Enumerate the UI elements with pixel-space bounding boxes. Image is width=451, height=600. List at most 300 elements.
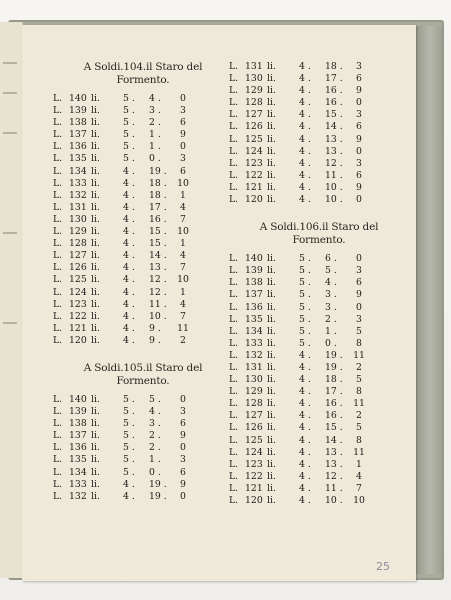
table-cell-li: li. <box>91 93 100 104</box>
table-cell-li: li. <box>267 361 276 373</box>
table-row <box>229 158 409 170</box>
table-cell-a: 5 . <box>123 442 135 454</box>
table-cell-b: 3 . <box>325 301 337 313</box>
table-cell-n: 131 <box>245 361 263 373</box>
section-heading-line1: A Soldi.104.il Staro del <box>83 61 203 73</box>
table-cell-a: 4 . <box>299 470 311 482</box>
section-gap <box>53 347 233 362</box>
table-row <box>229 253 409 265</box>
table-cell-li: li. <box>91 418 100 430</box>
table-cell-n: 140 <box>69 93 87 104</box>
table-section <box>229 61 409 206</box>
table-row <box>53 311 233 323</box>
table-cell-c: 0 <box>180 442 186 454</box>
table-cell-b: 17 . <box>325 386 343 398</box>
table-rows <box>229 61 409 206</box>
table-cell-L: L. <box>229 422 239 434</box>
section-heading-line1: A Soldi.105.il Staro del <box>83 361 203 374</box>
table-cell-b: 19 . <box>149 478 167 490</box>
table-cell-c: 8 <box>356 386 362 398</box>
section-heading-line2: Formento. <box>292 234 346 247</box>
table-cell-li: li. <box>91 430 100 442</box>
table-row <box>53 250 233 262</box>
table-row <box>229 471 409 483</box>
table-cell-c: 6 <box>356 277 362 289</box>
table-cell-b: 10 . <box>325 194 343 206</box>
table-cell-L: L. <box>229 97 239 109</box>
table-cell-a: 4 . <box>123 250 135 262</box>
table-row <box>53 430 233 442</box>
table-cell-a: 5 . <box>299 325 311 337</box>
table-cell-a: 4 . <box>123 213 135 225</box>
table-cell-L: L. <box>229 434 239 446</box>
table-cell-n: 137 <box>69 129 87 141</box>
table-cell-a: 5 . <box>123 430 135 442</box>
table-cell-n: 134 <box>69 165 87 177</box>
facing-page-text-trace <box>3 92 17 94</box>
table-cell-L: L. <box>229 301 239 313</box>
table-cell-b: 3 . <box>149 105 161 117</box>
table-cell-a: 4 . <box>123 478 135 490</box>
table-cell-L: L. <box>53 334 63 346</box>
table-cell-n: 130 <box>245 374 263 386</box>
table-cell-li: li. <box>91 201 100 213</box>
table-cell-a: 4 . <box>123 490 135 502</box>
table-cell-c: 5 <box>356 374 362 386</box>
table-cell-n: 132 <box>69 490 87 502</box>
table-cell-li: li. <box>267 495 276 506</box>
table-cell-a: 4 . <box>299 109 311 121</box>
table-cell-li: li. <box>91 177 100 189</box>
table-cell-n: 123 <box>69 298 87 310</box>
table-cell-li: li. <box>91 478 100 490</box>
table-cell-b: 10 . <box>325 495 343 506</box>
table-cell-L: L. <box>53 141 63 153</box>
table-row <box>53 418 233 430</box>
table-cell-a: 4 . <box>123 262 135 274</box>
table-cell-c: 7 <box>180 310 186 322</box>
table-row <box>229 170 409 182</box>
table-cell-a: 5 . <box>123 141 135 153</box>
table-cell-b: 18 . <box>149 189 167 201</box>
table-cell-n: 121 <box>245 181 263 193</box>
table-cell-c: 7 <box>180 262 186 274</box>
table-cell-a: 5 . <box>299 301 311 313</box>
table-cell-n: 140 <box>69 393 87 405</box>
table-cell-c: 11 <box>353 446 365 458</box>
table-cell-L: L. <box>53 454 63 466</box>
table-cell-n: 125 <box>69 274 87 286</box>
table-row <box>229 182 409 194</box>
table-cell-b: 11 . <box>325 482 343 494</box>
table-cell-a: 4 . <box>299 169 311 181</box>
table-cell-a: 4 . <box>299 61 311 72</box>
table-row <box>229 362 409 374</box>
table-cell-L: L. <box>53 286 63 298</box>
table-cell-n: 138 <box>245 277 263 289</box>
table-cell-c: 11 <box>177 322 189 334</box>
table-cell-li: li. <box>91 454 100 466</box>
table-cell-li: li. <box>91 490 100 502</box>
table-cell-a: 5 . <box>123 406 135 418</box>
table-cell-b: 16 . <box>325 398 343 410</box>
table-cell-n: 130 <box>69 213 87 225</box>
facing-page-text-trace <box>3 232 17 234</box>
table-cell-b: 19 . <box>325 361 343 373</box>
table-cell-b: 2 . <box>149 430 161 442</box>
table-cell-c: 4 <box>180 250 186 262</box>
table-cell-c: 9 <box>356 181 362 193</box>
table-cell-li: li. <box>267 446 276 458</box>
folder-edge <box>412 26 442 574</box>
table-row <box>53 178 233 190</box>
facing-page-edge <box>0 22 23 578</box>
table-row <box>53 166 233 178</box>
table-cell-a: 4 . <box>123 286 135 298</box>
table-cell-c: 0 <box>356 145 362 157</box>
table-cell-a: 4 . <box>123 322 135 334</box>
table-cell-b: 2 . <box>149 117 161 129</box>
table-cell-c: 9 <box>180 430 186 442</box>
table-cell-b: 11 . <box>149 298 167 310</box>
table-cell-L: L. <box>53 153 63 165</box>
table-cell-b: 0 . <box>149 466 161 478</box>
table-cell-b: 1 . <box>149 454 161 466</box>
section-heading-line1: A Soldi.106.il Staro del <box>259 221 379 234</box>
table-cell-b: 13 . <box>325 133 343 145</box>
table-cell-li: li. <box>267 470 276 482</box>
table-cell-n: 138 <box>69 418 87 430</box>
table-row <box>229 459 409 471</box>
table-cell-L: L. <box>53 201 63 213</box>
table-cell-c: 3 <box>180 105 186 117</box>
table-cell-c: 8 <box>356 434 362 446</box>
table-cell-a: 4 . <box>299 361 311 373</box>
table-section <box>53 61 233 347</box>
facing-page-text-trace <box>3 132 17 134</box>
table-cell-L: L. <box>229 265 239 277</box>
table-cell-b: 11 . <box>325 169 343 181</box>
section-heading <box>53 61 233 87</box>
table-cell-li: li. <box>267 301 276 313</box>
table-cell-a: 5 . <box>123 454 135 466</box>
table-cell-li: li. <box>91 406 100 418</box>
table-cell-c: 2 <box>180 334 186 346</box>
table-row <box>53 190 233 202</box>
table-row <box>53 274 233 286</box>
table-cell-L: L. <box>53 117 63 129</box>
table-cell-L: L. <box>229 85 239 97</box>
table-cell-L: L. <box>53 129 63 141</box>
table-cell-b: 5 . <box>325 265 337 277</box>
table-cell-b: 19 . <box>325 349 343 361</box>
table-cell-b: 4 . <box>325 277 337 289</box>
table-cell-n: 139 <box>69 406 87 418</box>
table-cell-a: 4 . <box>299 482 311 494</box>
table-cell-li: li. <box>91 238 100 250</box>
table-cell-n: 131 <box>245 61 263 72</box>
table-cell-n: 134 <box>245 325 263 337</box>
table-cell-L: L. <box>229 277 239 289</box>
table-rows <box>229 253 409 507</box>
table-cell-b: 10 . <box>325 181 343 193</box>
table-cell-a: 5 . <box>123 393 135 405</box>
table-cell-c: 9 <box>356 289 362 301</box>
table-cell-b: 15 . <box>325 109 343 121</box>
table-row <box>229 374 409 386</box>
table-cell-n: 122 <box>69 310 87 322</box>
table-cell-b: 12 . <box>325 157 343 169</box>
table-cell-a: 4 . <box>299 133 311 145</box>
table-cell-L: L. <box>229 289 239 301</box>
table-cell-a: 4 . <box>299 181 311 193</box>
table-row <box>229 338 409 350</box>
table-cell-n: 123 <box>245 157 263 169</box>
table-cell-b: 14 . <box>149 250 167 262</box>
table-rows <box>53 394 233 503</box>
table-cell-n: 122 <box>245 470 263 482</box>
table-cell-li: li. <box>267 181 276 193</box>
table-cell-b: 12 . <box>149 274 167 286</box>
table-row <box>53 299 233 311</box>
table-cell-b: 17 . <box>149 201 167 213</box>
table-cell-n: 120 <box>245 495 263 506</box>
table-cell-L: L. <box>229 133 239 145</box>
table-cell-b: 19 . <box>149 490 167 502</box>
table-cell-L: L. <box>229 181 239 193</box>
table-row <box>53 335 233 347</box>
table-cell-c: 1 <box>180 189 186 201</box>
table-cell-li: li. <box>91 298 100 310</box>
table-cell-L: L. <box>229 410 239 422</box>
table-cell-n: 127 <box>69 250 87 262</box>
table-cell-a: 4 . <box>123 201 135 213</box>
table-cell-n: 129 <box>69 226 87 238</box>
table-cell-b: 18 . <box>149 177 167 189</box>
table-cell-b: 12 . <box>149 286 167 298</box>
table-cell-c: 0 <box>180 490 186 502</box>
table-cell-c: 6 <box>180 418 186 430</box>
table-cell-c: 3 <box>356 265 362 277</box>
table-cell-c: 6 <box>356 169 362 181</box>
table-cell-b: 0 . <box>325 337 337 349</box>
table-cell-b: 3 . <box>149 418 161 430</box>
table-cell-a: 4 . <box>299 386 311 398</box>
table-cell-n: 138 <box>69 117 87 129</box>
table-cell-a: 4 . <box>299 422 311 434</box>
table-cell-li: li. <box>91 310 100 322</box>
table-row <box>229 483 409 495</box>
table-cell-a: 4 . <box>123 189 135 201</box>
table-cell-n: 126 <box>245 422 263 434</box>
table-cell-a: 4 . <box>123 334 135 346</box>
table-cell-n: 137 <box>69 430 87 442</box>
table-cell-a: 5 . <box>123 153 135 165</box>
table-cell-n: 128 <box>245 97 263 109</box>
table-cell-c: 4 <box>180 298 186 310</box>
table-cell-L: L. <box>229 121 239 133</box>
table-cell-n: 135 <box>69 454 87 466</box>
table-cell-a: 5 . <box>299 289 311 301</box>
table-cell-li: li. <box>267 422 276 434</box>
table-cell-a: 5 . <box>299 265 311 277</box>
table-cell-L: L. <box>229 194 239 206</box>
table-cell-L: L. <box>229 349 239 361</box>
table-cell-li: li. <box>267 325 276 337</box>
table-cell-L: L. <box>53 322 63 334</box>
table-row <box>229 410 409 422</box>
table-cell-c: 1 <box>180 238 186 250</box>
table-cell-c: 11 <box>353 398 365 410</box>
section-heading <box>229 221 409 247</box>
table-cell-li: li. <box>91 213 100 225</box>
table-cell-b: 16 . <box>325 410 343 422</box>
table-cell-L: L. <box>53 393 63 405</box>
table-row <box>229 265 409 277</box>
table-cell-b: 4 . <box>149 406 161 418</box>
table-row <box>53 226 233 238</box>
table-row <box>53 467 233 479</box>
table-cell-b: 0 . <box>149 153 161 165</box>
table-cell-L: L. <box>229 374 239 386</box>
table-cell-L: L. <box>229 337 239 349</box>
table-cell-b: 15 . <box>325 422 343 434</box>
table-cell-c: 10 <box>177 177 189 189</box>
table-cell-a: 5 . <box>299 277 311 289</box>
table-cell-c: 0 <box>356 97 362 109</box>
table-cell-li: li. <box>91 105 100 117</box>
table-cell-n: 120 <box>69 334 87 346</box>
table-cell-L: L. <box>53 177 63 189</box>
table-cell-li: li. <box>267 194 276 206</box>
table-cell-b: 10 . <box>149 310 167 322</box>
table-cell-a: 4 . <box>299 73 311 85</box>
table-cell-n: 136 <box>69 141 87 153</box>
table-cell-c: 6 <box>180 117 186 129</box>
table-cell-a: 4 . <box>299 398 311 410</box>
table-cell-b: 15 . <box>149 226 167 238</box>
table-cell-li: li. <box>267 97 276 109</box>
table-cell-n: 139 <box>245 265 263 277</box>
section-heading <box>53 362 233 388</box>
table-cell-li: li. <box>267 157 276 169</box>
table-cell-L: L. <box>53 105 63 117</box>
table-cell-c: 3 <box>180 406 186 418</box>
table-cell-a: 4 . <box>299 374 311 386</box>
table-cell-L: L. <box>53 430 63 442</box>
table-row <box>53 394 233 406</box>
right-column <box>229 61 409 507</box>
table-section <box>229 206 409 507</box>
table-cell-li: li. <box>267 482 276 494</box>
table-cell-li: li. <box>267 337 276 349</box>
table-row <box>53 323 233 335</box>
table-cell-c: 5 <box>356 325 362 337</box>
table-cell-n: 123 <box>245 458 263 470</box>
table-cell-a: 4 . <box>299 349 311 361</box>
table-cell-n: 124 <box>245 446 263 458</box>
table-cell-a: 5 . <box>299 313 311 325</box>
table-cell-a: 4 . <box>299 85 311 97</box>
table-cell-li: li. <box>91 141 100 153</box>
left-column <box>53 61 233 503</box>
table-cell-c: 1 <box>356 458 362 470</box>
table-cell-b: 14 . <box>325 434 343 446</box>
table-cell-a: 4 . <box>123 274 135 286</box>
table-rows <box>53 93 233 347</box>
table-cell-a: 4 . <box>123 238 135 250</box>
table-row <box>229 422 409 434</box>
table-cell-L: L. <box>53 490 63 502</box>
table-cell-L: L. <box>229 361 239 373</box>
table-cell-c: 9 <box>180 478 186 490</box>
table-cell-L: L. <box>53 406 63 418</box>
table-cell-li: li. <box>91 466 100 478</box>
section-heading-line2: Formento. <box>116 374 170 387</box>
table-cell-a: 4 . <box>299 121 311 133</box>
table-cell-a: 4 . <box>299 157 311 169</box>
table-row <box>53 129 233 141</box>
table-cell-li: li. <box>91 262 100 274</box>
table-cell-n: 136 <box>245 301 263 313</box>
table-cell-c: 9 <box>180 129 186 141</box>
table-cell-li: li. <box>91 226 100 238</box>
table-cell-c: 0 <box>356 301 362 313</box>
table-cell-c: 10 <box>177 274 189 286</box>
table-cell-n: 128 <box>245 398 263 410</box>
table-cell-b: 2 . <box>149 442 161 454</box>
table-cell-li: li. <box>267 289 276 301</box>
table-cell-li: li. <box>267 133 276 145</box>
table-cell-L: L. <box>53 189 63 201</box>
table-cell-a: 5 . <box>123 418 135 430</box>
table-cell-li: li. <box>267 85 276 97</box>
table-cell-n: 135 <box>245 313 263 325</box>
table-cell-c: 10 <box>353 495 365 506</box>
section-gap <box>229 206 409 221</box>
table-cell-L: L. <box>53 213 63 225</box>
table-row <box>229 350 409 362</box>
table-row <box>229 134 409 146</box>
table-row <box>229 61 409 73</box>
table-row <box>53 117 233 129</box>
table-cell-li: li. <box>267 145 276 157</box>
table-cell-li: li. <box>267 410 276 422</box>
table-cell-L: L. <box>229 386 239 398</box>
table-row <box>53 454 233 466</box>
table-cell-c: 3 <box>180 153 186 165</box>
table-cell-L: L. <box>53 478 63 490</box>
table-row <box>229 447 409 459</box>
table-cell-L: L. <box>53 250 63 262</box>
table-row <box>53 214 233 226</box>
table-cell-li: li. <box>267 109 276 121</box>
table-row <box>53 491 233 503</box>
book-page <box>22 25 416 581</box>
table-row <box>53 442 233 454</box>
table-cell-L: L. <box>229 325 239 337</box>
table-cell-n: 122 <box>245 169 263 181</box>
table-cell-li: li. <box>91 286 100 298</box>
facing-page-text-trace <box>3 62 17 64</box>
table-cell-li: li. <box>267 458 276 470</box>
table-cell-c: 6 <box>180 466 186 478</box>
table-cell-c: 11 <box>353 349 365 361</box>
table-cell-a: 4 . <box>123 310 135 322</box>
table-cell-L: L. <box>229 398 239 410</box>
table-cell-li: li. <box>91 189 100 201</box>
table-cell-li: li. <box>91 322 100 334</box>
